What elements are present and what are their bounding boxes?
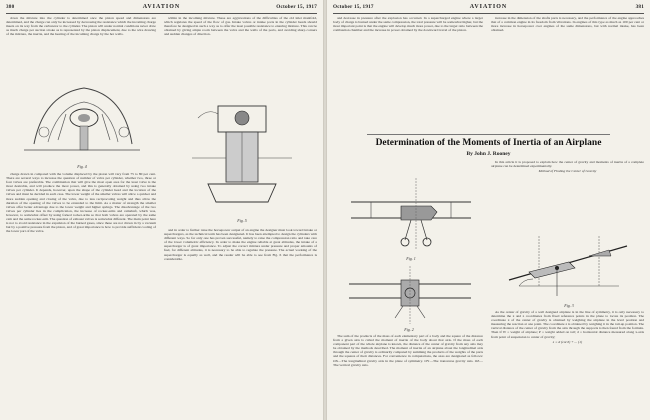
left-col1-top xyxy=(6,16,156,72)
left-page-header xyxy=(6,4,317,13)
engine-valve-figure xyxy=(14,74,150,162)
valve-gear-figure xyxy=(178,98,306,216)
right-col2-top xyxy=(491,16,644,128)
figure-caption: Fig. 2 xyxy=(404,327,414,332)
airplane-front-figure xyxy=(345,264,475,326)
paragraph: down the mixture into the cylinder is determined once the piston speed and dimensions are determined, and the charge can only be increased by decreasing the resistance which the incoming charge meets on its way from the carburetor to the cylinder. The piston will under normal conditions never draw as much charge per suction stroke as is represented by the piston displacement, due to the wire drawing of the mixture, the inertia, and the heating of the incoming charge by the hot walls. xyxy=(6,16,156,37)
cg-diagram-figure xyxy=(499,216,637,302)
section-rule xyxy=(367,134,610,135)
article-title: Determination of the Moments of Inertia of an Airplane xyxy=(375,138,602,148)
article-byline: By John J. Rooney xyxy=(466,151,511,157)
article-col1 xyxy=(333,334,483,416)
left-col1-bottom xyxy=(6,172,156,416)
issue-date: October 15, 1917 xyxy=(333,4,374,10)
left-col2-top xyxy=(164,16,317,94)
airplane-side-figure xyxy=(341,172,481,254)
paragraph: In this article it is proposed to explain how the center of gravity and moments of inertia of a complete airplane can be determined experimentally. xyxy=(491,160,644,169)
section-subheading: Method of Finding the Center of Gravity xyxy=(538,169,597,174)
figure-caption: Fig. 4 xyxy=(77,164,87,169)
paragraph: increase in the dimension of the shafts parts is necessary, and the performance of the engine approaches that of a common engine in its freedom from vibrations. In engines of this type as much as 100 per cent or more increase in horsepower over engines of the same dimensions, but with normal intake, has been obtained. xyxy=(491,16,644,33)
paragraph: The sum of the products of the mass of each elementary part of a body and the square of the distance from a given axis is called the moment of inertia of the body about that axis. If the mass of each component part of the whole airplane is known, the distance of the center of gravity from any axis may be obtained by the methods described. The moment of inertia of an airplane about the longitudinal axis through the center of gravity is ordinarily computed by summing the products of the weights of the parts and the squares of their distances. For convenience in computations, the axes are designated as follows: OX—The longitudinal gravity axis in the plane of symmetry. OY—The transverse gravity axis. OZ—The vertical gravity axis. xyxy=(333,334,483,367)
issue-date: October 15, 1917 xyxy=(276,4,317,10)
header-rule xyxy=(6,13,317,14)
running-head: AVIATION xyxy=(469,4,508,10)
formula: z = d (cot θ) + ... (1) xyxy=(552,339,583,344)
right-page xyxy=(327,0,650,420)
figure-caption: Fig. 1 xyxy=(406,256,416,261)
paragraph: As the center of gravity of a well designed airplane is in the line of symmetry, it is only necessary to determine the x and z coordinates from fixed reference points in the plane to locate its position. The coordinate x of the center of gravity is obtained by weighing the airplane in the level position and measuring the reaction at one point. The coordinate z is obtained by weighing it in the tail-up position. The vertical distance of the center of gravity from the axis through the supports is then found from the formula. Then if W = weight of airplane; P = weight added on tail; d = horizontal distance measured along x-axis from point of suspension to center of gravity; xyxy=(491,310,644,339)
paragraph: and in order to further raise the horsepower output of an engine the designer must look toward intake or superchargers, as the technical term has been designated. It has been attempted to design the cylinders with different ways. So far only one has proven successful, namely to raise the compression ratio and take care of the lower volumetric efficiency. In order to make the engine reliable at great altitudes, the intake of a supercharger is of great importance. To adjust the correct mixture under pressure and proper amounts of fuel, for different altitudes, it is necessary to be able to regulate the pressure. The actual working of the supercharger is equally as well, and the reader will be able to see from Fig. 6 that the performance is considerable. xyxy=(164,228,317,261)
right-col1-top xyxy=(333,16,483,128)
figure-caption: Fig. 5 xyxy=(237,218,247,223)
article-col2 xyxy=(491,310,644,416)
page-number: 381 xyxy=(635,4,644,10)
right-page-header xyxy=(333,4,644,13)
running-head: AVIATION xyxy=(142,4,181,10)
left-col2-bottom xyxy=(164,228,317,416)
left-page xyxy=(0,0,323,420)
figure-caption: Fig. 3 xyxy=(564,303,574,308)
paragraph: and decrease in pressure after the explosion has occurred. In a supercharged engine where a larger body of charge is burned under the same compression, the total pressure will be somewhat higher, but the most important point is that the engine will develop much more power, due to the larger ratio between the combustion chamber and the increase in power obtained by the downward travel of the piston. xyxy=(333,16,483,33)
paragraph: within in the incoming mixture. These are aggravations of the difficulties of the old inlet manifold, which regulates the speed of the flow of gas. Intake valves or intake ports in the cylinder heads should therefore be designed in such a way as to offer the least possible resistance to entering mixture. This can be obtained by giving ample room between the valve and the walls of the ports, and avoiding sharp corners and sudden changes of direction. xyxy=(164,16,317,37)
page-number: 380 xyxy=(6,4,15,10)
article-col2-top xyxy=(491,160,644,216)
paragraph: charge drawn in compared with the volume displaced by the piston will vary from 75 to 80 per cent. There are several ways to increase the question of number of valve per cylinder, whether two, three or four valves are preferable. The combination that will give the most open area for the least valve is the most desirable, and will produce the most power, and this is generally obtained by using two intake valves per cylinder. It depends, however, upon the shape of the cylinder head and the location of the valves and must be decided in each case. The lower weight of the smaller valves will allow a quicker and more sudden opening and closing of the valve, due to less reciprocating weight and thus allow the duration of the opening of the valves to be extended to the limit. As a matter of strength the smaller valves offer better advantage due to the lower weight and higher springs. The disadvantage of the two valves per cylinder lies in the complication, the increase of rocker-arms and camshaft, which was, however, to somewhat offset by using forked rocker-arms so that both valves are operated by the same cam and the same rocker-arm. The question of exhaust valves is somewhat different. The main point here is not to avoid resistance in the expulsion of the burned gases, since these are not drawn in by a vacuum but by a positive pressure from the piston, and of great importance is how to provide sufficient cooling of the lower part of the valve. xyxy=(6,172,156,234)
header-rule xyxy=(333,13,644,14)
